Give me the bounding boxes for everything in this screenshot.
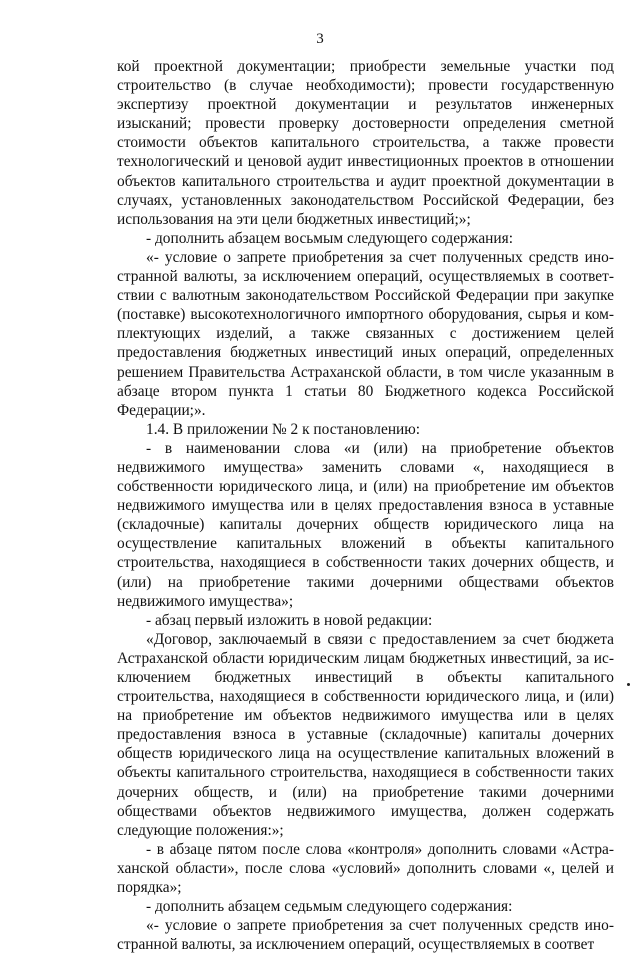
paragraph-add-7th-clause: - дополнить абзацем седьмым следующего содержания:: [146, 898, 513, 916]
scan-speck: [627, 683, 630, 686]
paragraph-currency-condition-2: «- условие о запрете приобретения за счет полученных средств иностранной валюты, за исключением операций, осуществляемых в соответ: [117, 917, 614, 954]
paragraph-contract-text: «Договор, заключаемый в связи с предоставлением за счет бюджета Астраханской области юридическим лицам бюджетных инвестиций, за исключением бюджетных инвестиций в объекты капитального строительства, находящиеся в собственности юридического лица, и (или) на приобретение им объектов недвижимого имущества или в целях предоставления взноса в уставные (складочные) капиталы дочерних обществ юридического лица на осуществление капитальных вложений в объекты капитального строительства, находящиеся в собственности таких дочерних обществ, и (или) на приобретение такими дочерними обществами объектов недвижимого имущества, должен содержать следующие положения:»;: [117, 630, 614, 839]
page-number: 3: [316, 31, 324, 47]
document-body: [117, 57, 614, 954]
paragraph-continuation: кой проектной документации; приобрести земельные участки под строительство (в случае необходимости); провести государственную экспертизу проектной документации и результатов инженерных изысканий; провести проверку достоверности определения сметной стоимости объектов капитального строительства, а также провести технологический и ценовой аудит инвестиционных проектов в отношении объектов капитального строительства и аудит проектной документации в случаях, установленных законодательством Российской Федерации, без использования на эти цели бюджетных инвестиций;»;: [117, 58, 614, 228]
paragraph-first-clause-new: - абзац первый изложить в новой редакции:: [146, 611, 433, 629]
paragraph-currency-condition: «- условие о запрете приобретения за счет полученных средств иностранной валюты, за исключением операций, осуществляемых в соответствии с валютным законодательством Российской Федерации при закупке (поставке) высокотехнологичного импортного оборудования, сырья и комплектующих изделий, а также связанных с достижением целей предоставления бюджетных инвестиций иных операций, определенных решением Правительства Астраханской области, в том числе указанным в абзаце втором пункта 1 статьи 80 Бюджетного кодекса Российской Федерации;».: [117, 248, 614, 419]
paragraph-fifth-clause: - в абзаце пятом после слова «контроля» дополнить словами «Астраханской области», после слова «условий» дополнить словами «, целей и порядка»;: [117, 840, 614, 897]
paragraph-section-1-4: 1.4. В приложении № 2 к постановлению:: [146, 420, 421, 438]
paragraph-title-replacement: - в наименовании слова «и (или) на приобретение объектов недвижимого имущества» заменить словами «, находящиеся в собственности юридического лица, и (или) на приобретение им объектов недвижимого имущества или в целях предоставления взноса в уставные (складочные) капиталы дочерних обществ юридического лица на осуществление капитальных вложений в объекты капитального строительства, находящиеся в собственности таких дочерних обществ, и (или) на приобретение такими дочерними обществами объектов недвижимого имущества»;: [117, 439, 614, 610]
paragraph-add-8th-clause: - дополнить абзацем восьмым следующего содержания:: [146, 229, 514, 247]
